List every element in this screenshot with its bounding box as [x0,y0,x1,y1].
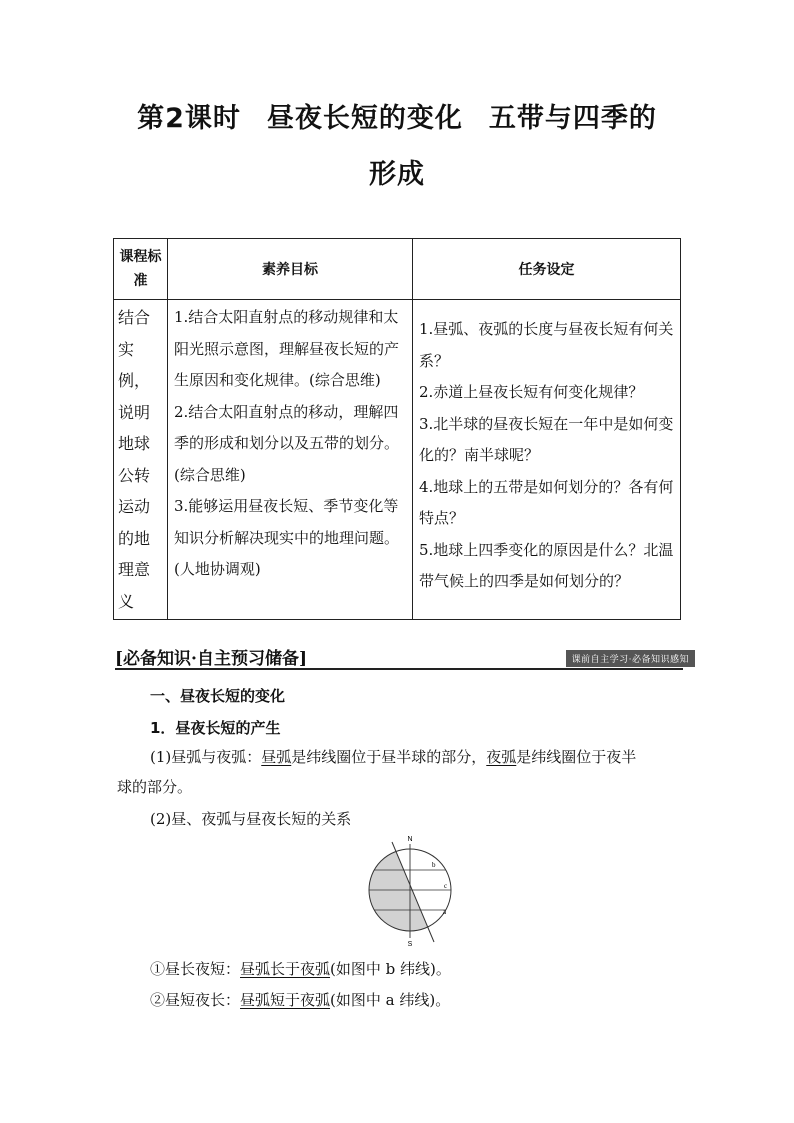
header-tasks: 任务设定 [413,239,681,300]
standard-line: 运动 [118,497,151,516]
south-label: S [407,941,413,948]
table-header-row [114,239,681,300]
title-prefix: 第2课时 [137,103,241,134]
goal-item: 3.能够运用昼夜长短、季节变化等知识分析解决现实中的地理问题。(人地协调观) [174,497,400,578]
goal-item: 1.结合太阳直射点的移动规律和太阳光照示意图，理解昼夜长短的产生原因和变化规律。(综合思维) [174,308,400,389]
section-tag: 课前自主学习·必备知识感知 [566,650,695,667]
conclusion-1 [150,957,451,981]
c2-underline: 昼弧短于夜弧 [240,991,331,1009]
goal-item: 2.结合太阳直射点的移动，理解四季的形成和划分以及五带的划分。(综合思维) [174,402,400,484]
paragraph-2: (2)昼、夜弧与昼夜长短的关系 [150,810,352,828]
standard-line: 实 [118,339,135,359]
header-standard: 课程标准 [114,239,168,300]
night-hemisphere-shading [360,842,434,942]
paragraph-1-line2: 球的部分。 [117,778,193,796]
section-bar [115,648,689,670]
goals-cell [168,300,413,620]
label-b: b [432,861,436,869]
p1-underline-day-arc: 昼弧 [261,748,292,766]
day-night-arc-diagram [360,836,460,948]
c2-text: ②昼短夜长： [150,991,241,1009]
heading-2: 1．昼夜长短的产生 [150,719,281,737]
title-part1: 昼夜长短的变化 [266,103,463,134]
north-label: N [407,836,413,843]
standard-line: 说明 [118,402,151,422]
standard-line: 的地 [118,528,151,548]
section-title: [必备知识·自主预习储备] [115,649,308,669]
title-part2: 五带与四季的 [488,103,657,134]
p1-text: (1)昼弧与夜弧： [150,748,262,766]
curriculum-table [113,238,681,620]
c2-text: (如图中 a 纬线)。 [330,991,451,1009]
standard-line: 地球 [118,434,151,453]
standard-cell [114,300,168,620]
task-item: 4.地球上的五带是如何划分的？各有何特点？ [419,477,674,527]
page-title [100,96,694,135]
c1-text: ①昼长夜短： [150,960,241,978]
standard-line: 公转 [118,465,151,485]
conclusion-2 [150,988,450,1012]
standard-line: 例， [118,371,151,390]
standard-line: 结合 [118,308,151,327]
task-item: 2.赤道上昼夜长短有何变化规律？ [419,383,644,401]
paragraph-1-line1 [150,745,636,769]
p1-text: 是纬线圈位于昼半球的部分， [291,748,487,766]
task-item: 1.昼弧、夜弧的长度与昼夜长短有何关系？ [419,320,674,370]
table-row [114,300,681,620]
page-title-line2: 形成 [369,159,425,190]
task-item: 5.地球上四季变化的原因是什么？北温带气候上的四季是如何划分的？ [419,540,674,590]
task-item: 3.北半球的昼夜长短在一年中是如何变化的？南半球呢？ [419,414,674,464]
p1-text: 是纬线圈位于夜半 [516,748,637,766]
label-a: a [443,908,447,916]
c1-underline: 昼弧长于夜弧 [240,960,331,978]
header-goals: 素养目标 [168,239,413,300]
c1-text: (如图中 b 纬线)。 [330,960,451,978]
heading-1: 一、昼夜长短的变化 [150,687,286,705]
standard-line: 义 [118,591,135,611]
standard-line: 理意 [118,560,151,579]
p1-underline-night-arc: 夜弧 [486,748,517,766]
label-c: c [444,882,448,890]
tasks-cell [413,300,681,620]
